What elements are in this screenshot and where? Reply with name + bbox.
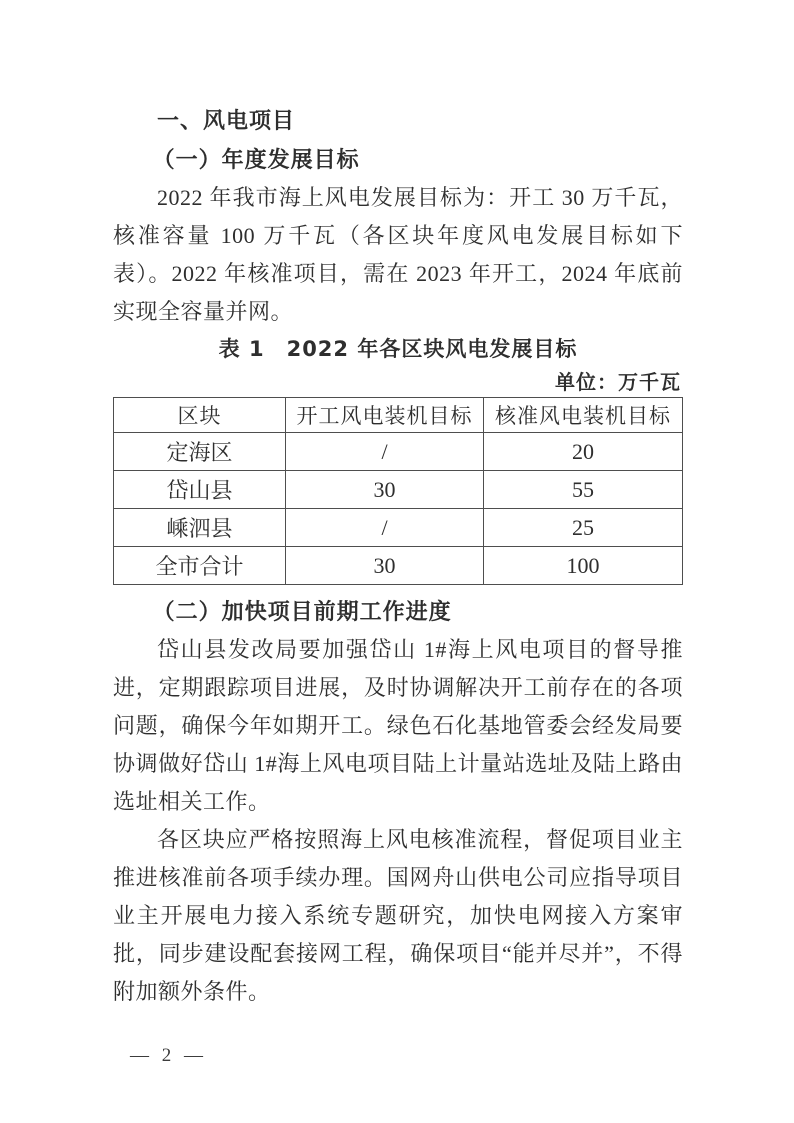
- cell-approval-target: 100: [484, 547, 683, 585]
- document-content: [113, 103, 683, 1011]
- table-row: [114, 471, 683, 509]
- cell-approval-target: 20: [484, 433, 683, 471]
- cell-start-target: /: [286, 433, 484, 471]
- table-row: [114, 509, 683, 547]
- column-header-start-target: 开工风电装机目标: [286, 398, 484, 433]
- table-caption: 表 1 2022 年各区块风电发展目标: [218, 337, 578, 361]
- page-number: — 2 —: [130, 1045, 207, 1066]
- table-header-row: [114, 398, 683, 433]
- section-heading-wind-projects: 一、风电项目: [157, 109, 296, 134]
- cell-start-target: /: [286, 509, 484, 547]
- subsection-heading-accelerate-preliminary-work: （二）加快项目前期工作进度: [152, 599, 452, 624]
- cell-district: 定海区: [114, 433, 286, 471]
- cell-approval-target: 55: [484, 471, 683, 509]
- paragraph-approval-process: 各区块应严格按照海上风电核准流程，督促项目业主推进核准前各项手续办理。国网舟山供电公司应指导项目业主开展电力接入系统专题研究，加快电网接入方案审批，同步建设配套接网工程，确保项目“能并尽并”，不得附加额外条件。: [113, 827, 683, 1004]
- cell-district: 岱山县: [114, 471, 286, 509]
- subsection-heading-annual-goals: （一）年度发展目标: [152, 147, 360, 172]
- column-header-district: 区块: [114, 398, 286, 433]
- cell-district: 全市合计: [114, 547, 286, 585]
- paragraph-daishan-project: 岱山县发改局要加强岱山 1#海上风电项目的督导推进，定期跟踪项目进展，及时协调解决开工前存在的各项问题，确保今年如期开工。绿色石化基地管委会经发局要协调做好岱山 1#海上风电项目陆上计量站选址及陆上路由选址相关工作。: [113, 637, 683, 814]
- wind-targets-table: [113, 397, 683, 585]
- cell-start-target: 30: [286, 547, 484, 585]
- spacer: [113, 585, 683, 593]
- table-unit-label: 单位：万千瓦: [555, 370, 681, 394]
- table-row-total: [114, 547, 683, 585]
- table-row: [114, 433, 683, 471]
- cell-approval-target: 25: [484, 509, 683, 547]
- cell-start-target: 30: [286, 471, 484, 509]
- paragraph-annual-goals: 2022 年我市海上风电发展目标为：开工 30 万千瓦，核准容量 100 万千瓦（各区块年度风电发展目标如下表）。2022 年核准项目，需在 2023 年开工，2024 年底前实现全容量并网。: [113, 185, 683, 324]
- cell-district: 嵊泗县: [114, 509, 286, 547]
- column-header-approval-target: 核准风电装机目标: [484, 398, 683, 433]
